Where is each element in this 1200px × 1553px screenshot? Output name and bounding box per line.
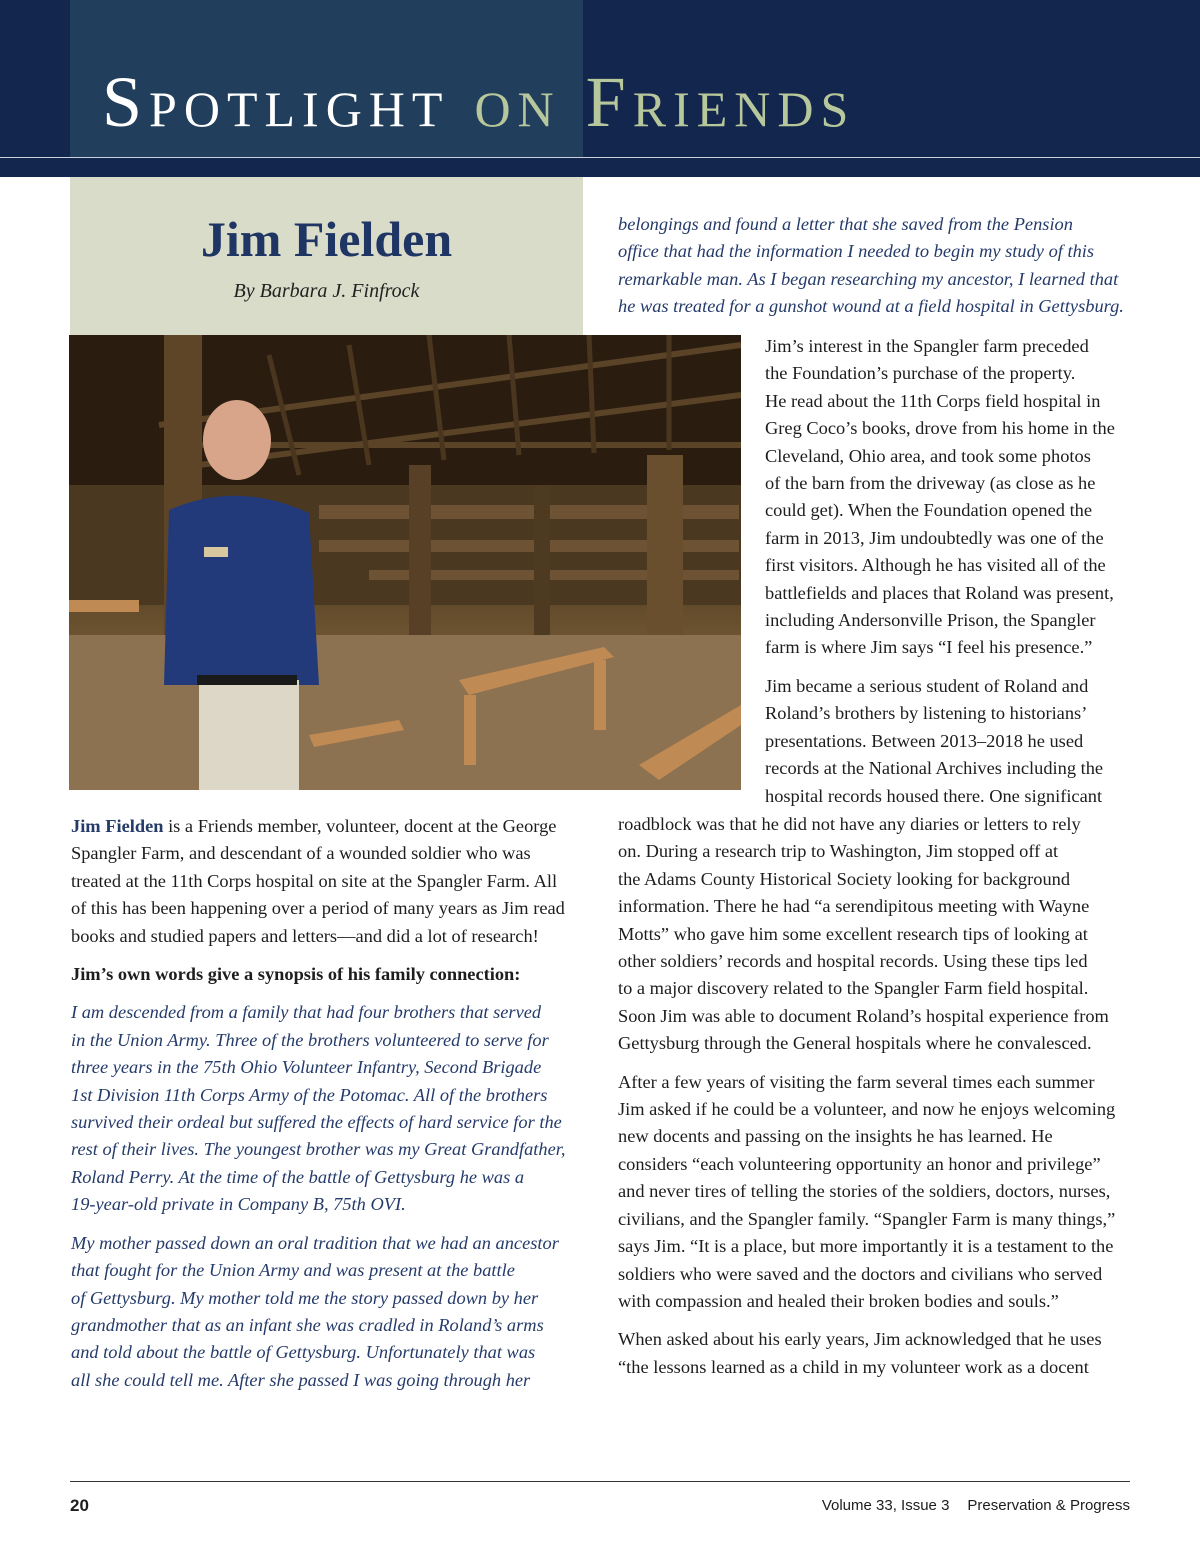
text-line: new docents and passing on the insights he has learned. He (618, 1126, 1053, 1147)
article-photo (69, 335, 741, 790)
text-line: hospital records housed there. One significant (765, 785, 1103, 806)
byline: By Barbara J. Finfrock (233, 280, 420, 302)
text-line: presentations. Between 2013–2018 he used (765, 730, 1084, 751)
text-line: information. There he had “a serendipitous meeting with Wayne (618, 896, 1090, 917)
text-line: is a Friends member, volunteer, docent at the George (163, 816, 557, 836)
beside-photo-paragraph-2 (765, 673, 1145, 810)
text-line: Jim became a serious student of Roland and (765, 676, 1089, 696)
quote-line: remarkable man. As I began researching my ancestor, I learned that (618, 268, 1119, 289)
text-line: the Adams County Historical Society looking for background (618, 868, 1071, 889)
quote-line: 19-year-old private in Company B, 75th OVI. (71, 1194, 406, 1215)
quote-line: all she could tell me. After she passed I was going through her (71, 1369, 531, 1390)
quote-line: grandmother that as an infant she was cradled in Roland’s arms (71, 1314, 544, 1335)
text-line: When asked about his early years, Jim acknowledged that he uses (618, 1329, 1102, 1350)
publication-name: Preservation & Progress (967, 1497, 1130, 1514)
text-line: of this has been happening over a period of many years as Jim read (71, 898, 565, 919)
quote-paragraph-1 (71, 999, 591, 1218)
article-title-box (70, 177, 583, 335)
text-line: Roland’s brothers by listening to historians’ (765, 703, 1088, 724)
lead-in: Jim’s own words give a synopsis of his family connection: (71, 964, 521, 985)
quote-paragraph-2 (71, 1230, 591, 1394)
text-line: including Andersonville Prison, the Spangler (765, 610, 1096, 631)
text-line: Soon Jim was able to document Roland’s hospital experience from (618, 1005, 1109, 1026)
quote-line: Roland Perry. At the time of the battle of Gettysburg he was a (71, 1166, 525, 1187)
text-line: records at the National Archives including the (765, 758, 1104, 779)
text-line: books and studied papers and letters—and did a lot of research! (71, 925, 539, 946)
text-line: Gettysburg through the General hospitals where he convalesced. (618, 1033, 1092, 1054)
quote-line: he was treated for a gunshot wound at a field hospital in Gettysburg. (618, 296, 1124, 317)
paragraph (618, 1326, 1148, 1381)
text-line: could get). When the Foundation opened the (765, 500, 1093, 521)
quote-line: that fought for the Union Army and was present at the battle (71, 1260, 515, 1281)
intro-paragraph (71, 813, 591, 950)
text-line: battlefields and places that Roland was present, (765, 582, 1114, 603)
text-line: soldiers who were saved and the doctors and civilians who served (618, 1263, 1103, 1284)
paragraph (618, 1069, 1148, 1316)
right-top-quote (618, 211, 1148, 321)
text-line: “the lessons learned as a child in my volunteer work as a docent (618, 1356, 1089, 1377)
quote-line: survived their ordeal but suffered the effects of hard service for the (71, 1112, 562, 1133)
text-line: Spangler Farm, and descendant of a wounded soldier who was (71, 843, 531, 864)
text-line: on. During a research trip to Washington, Jim stopped off at (618, 841, 1059, 862)
quote-line: and told about the battle of Gettysburg. Unfortunately that was (71, 1342, 536, 1363)
text-line: Motts” who gave him some excellent research tips of looking at (618, 923, 1088, 944)
quote-line: 1st Division 11th Corps Army of the Potomac. All of the brothers (71, 1084, 548, 1105)
header-banner (0, 0, 1200, 177)
quote-line: belongings and found a letter that she saved from the Pension (618, 214, 1073, 234)
barn-photo-illustration (69, 335, 741, 790)
text-line: Greg Coco’s books, drove from his home in the (765, 418, 1115, 439)
section-title-word2: on Friends (474, 62, 856, 142)
text-line: says Jim. “It is a place, but more importantly it is a testament to the (618, 1236, 1114, 1257)
text-line: Jim’s interest in the Spangler farm preceded (765, 336, 1089, 356)
text-line: considers “each volunteering opportunity an honor and privilege” (618, 1153, 1101, 1174)
text-line: After a few years of visiting the farm several times each summer (618, 1071, 1095, 1092)
text-line: roadblock was that he did not have any diaries or letters to rely (618, 814, 1081, 834)
text-line: He read about the 11th Corps field hospital in (765, 390, 1101, 411)
issue-label: Volume 33, Issue 3 (821, 1497, 950, 1514)
beside-photo-paragraph-1 (765, 333, 1145, 662)
intro-name: Jim Fielden (71, 816, 164, 836)
section-title (102, 52, 1192, 152)
text-line: Jim asked if he could be a volunteer, and now he enjoys welcoming (618, 1099, 1116, 1120)
text-line: with compassion and healed their broken bodies and souls.” (618, 1290, 1059, 1311)
text-line: other soldiers’ records and hospital records. Using these tips led (618, 951, 1088, 972)
section-title-word1: Spotlight (102, 62, 450, 142)
banner-divider (0, 157, 1200, 158)
footer-rule (70, 1481, 1130, 1482)
text-line: first visitors. Although he has visited all of the (765, 555, 1106, 576)
footer-publication-info (822, 1497, 1130, 1514)
text-line: treated at the 11th Corps hospital on site at the Spangler Farm. All (71, 870, 558, 891)
quote-line: office that had the information I needed to begin my study of this (618, 241, 1095, 262)
quote-line: My mother passed down an oral tradition that we had an ancestor (71, 1232, 559, 1253)
quote-line: rest of their lives. The youngest brother was my Great Grandfather, (71, 1139, 566, 1160)
text-line: and never tires of telling the stories of the soldiers, doctors, nurses, (618, 1181, 1111, 1202)
page-number: 20 (70, 1496, 89, 1515)
quote-line: of Gettysburg. My mother told me the story passed down by her (71, 1287, 539, 1308)
article-title: Jim Fielden (200, 211, 453, 267)
text-line: to a major discovery related to the Spangler Farm field hospital. (618, 978, 1089, 999)
quote-line: three years in the 75th Ohio Volunteer Infantry, Second Brigade (71, 1057, 542, 1078)
right-column-text (618, 811, 1148, 1392)
text-line: Cleveland, Ohio area, and took some photos (765, 445, 1091, 466)
paragraph (618, 811, 1148, 1058)
text-line: of the barn from the driveway (as close as he (765, 473, 1096, 494)
text-line: farm is where Jim says “I feel his presence.” (765, 637, 1093, 658)
quote-line: I am descended from a family that had four brothers that served (71, 1002, 542, 1023)
quote-line: in the Union Army. Three of the brothers volunteered to serve for (71, 1029, 549, 1050)
left-column-text (71, 813, 591, 1405)
text-line: farm in 2013, Jim undoubtedly was one of the (765, 527, 1104, 548)
text-line: the Foundation’s purchase of the property. (765, 363, 1076, 384)
text-line: civilians, and the Spangler family. “Spangler Farm is many things,” (618, 1208, 1116, 1229)
